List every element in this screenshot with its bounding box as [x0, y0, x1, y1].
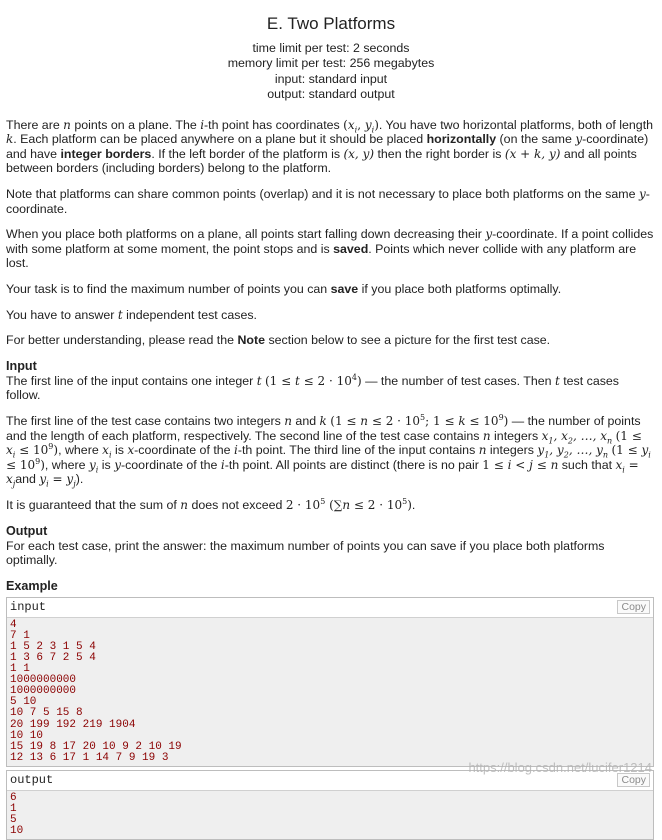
example-output-line: 5	[10, 814, 17, 827]
example-input-line: 1 5 2 3 1 5 4	[10, 640, 96, 653]
problem-title: E. Two Platforms	[266, 14, 396, 33]
example-input-line: 10 7 5 15 8	[10, 707, 83, 720]
example-output-line: 10	[10, 825, 24, 838]
input-paragraph-2: The first line of the test case contains two integers n and k ($1 \le n \le 2 \cdot 10^5$; $1 \le k \le 10^9$) — the number of points and the length of each platform, respectively. The second line of the test case contains n integers $x_1$, $x_2$, …, $x_n$ $(1 \le x_i \le 10^9)$, where $x_i$ is x-coordinate of the i-th point. The third line of the input contains n integers $y_1$, $y_2$, …, $y_n$ $(1 \le y_i \le 10^9)$, where $y_i$ is y-coordinate of the i-th point. All points are distinct (there is no pair 1 ≤ i < j ≤ n such that $x_i = x_jand$ $y_i = y_j$).	[6, 412, 651, 489]
output-paragraph: For each test case, print the answer: the maximum number of points you can save if you place both platforms optimally.	[6, 538, 605, 568]
copy-output-button[interactable]: Copy	[617, 773, 650, 787]
input-paragraph-1: The first line of the input contains one integer t $(1 \le t \le 2 \cdot 10^4)$ — the number of test cases. Then t test cases follow.	[6, 372, 620, 403]
example-input-header	[7, 598, 653, 618]
example-input-line: 15 19 8 17 20 10 9 2 10 19	[10, 740, 182, 753]
example-input-line: 1000000000	[10, 674, 77, 687]
example-input-content[interactable]	[7, 618, 653, 766]
output-section-title: Output	[6, 523, 48, 538]
watermark: https://blog.csdn.net/lucifer1214	[468, 760, 652, 775]
problem-statement	[0, 118, 662, 594]
example-input-line: 4	[10, 618, 17, 631]
example-output-content[interactable]	[7, 791, 653, 839]
input-section-title: Input	[6, 358, 37, 373]
statement-paragraph-6: For better understanding, please read the Note section below to see a picture for the first test case.	[6, 333, 551, 348]
time-limit: time limit per test: 2 seconds	[252, 41, 410, 55]
example-input-box	[6, 597, 654, 767]
example-input-line: 1 1	[10, 663, 30, 676]
example-output-line: 6	[10, 791, 17, 804]
example-input-line: 20 199 192 219 1904	[10, 718, 136, 731]
example-input-line: 5 10	[10, 696, 37, 709]
output-spec: output: standard output	[267, 87, 395, 102]
example-input-line: 1000000000	[10, 685, 77, 698]
statement-paragraph-1: There are n points on a plane. The i-th point has coordinates ($x_i$, $y_i$). You have two horizontal platforms, both of length k. Each platform can be placed anywhere on a plane but it should be placed horizontally (on the same y-coordinate) and have integer borders. If the left border of the platform is (x, y) then the right border is (x + k, y) and all points between borders (including borders) belong to the platform.	[6, 117, 654, 176]
input-spec: input: standard input	[274, 71, 388, 86]
problem-header	[0, 0, 662, 103]
statement-paragraph-3: When you place both platforms on a plane, all points start falling down decreasing their y-coordinate. If a point collides with some platform at some moment, the point stops and is saved. Points which never collide with any platform are lost.	[6, 227, 654, 271]
example-input-line: 12 13 6 17 1 14 7 9 19 3	[10, 751, 169, 764]
example-input-line: 1 3 6 7 2 5 4	[10, 651, 96, 664]
example-output-label: output	[10, 772, 54, 787]
statement-paragraph-2: Note that platforms can share common points (overlap) and it is not necessary to place both platforms on the same y-coordinate.	[6, 187, 650, 216]
example-output-box	[6, 770, 654, 840]
example-input-line: 10 10	[10, 729, 44, 742]
example-output-line: 1	[10, 803, 17, 815]
copy-input-button[interactable]: Copy	[617, 600, 650, 614]
memory-limit: memory limit per test: 256 megabytes	[227, 56, 435, 71]
input-paragraph-3: It is guaranteed that the sum of n does not exceed $2 \cdot 10^5$ $(\sum n \le 2 \cdot 10^5)$.	[6, 496, 416, 512]
example-input-label: input	[10, 599, 47, 614]
statement-paragraph-5: You have to answer t independent test cases.	[6, 307, 257, 322]
example-title: Example	[6, 578, 58, 593]
statement-paragraph-4: Your task is to find the maximum number of points you can save if you place both platforms optimally.	[6, 281, 562, 296]
example-input-line: 7 1	[10, 629, 30, 642]
